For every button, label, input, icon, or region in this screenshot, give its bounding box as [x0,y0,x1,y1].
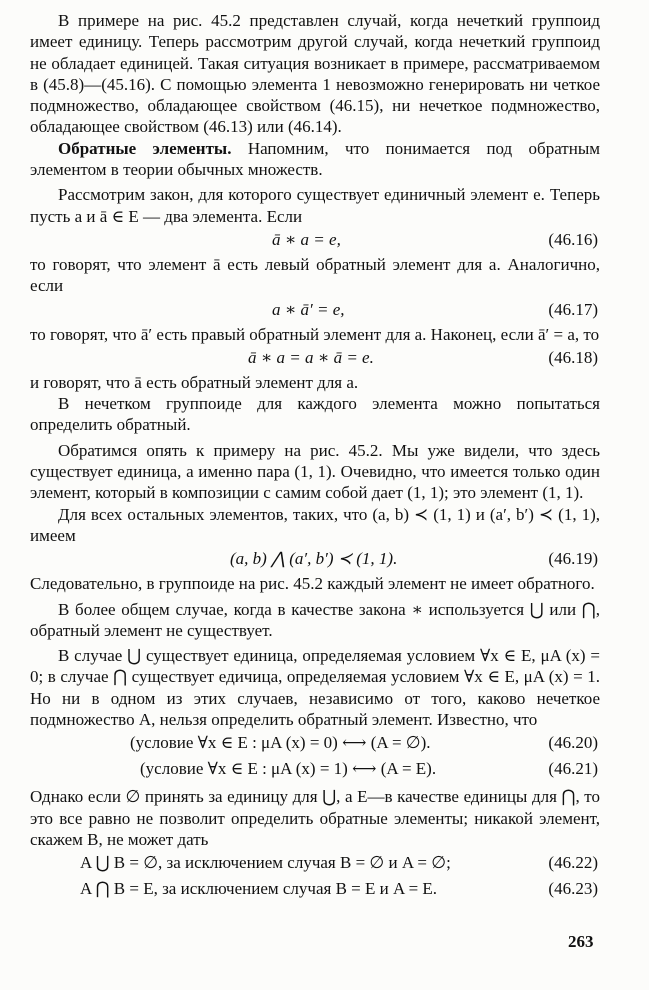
equation-number: (46.21) [548,759,598,779]
equation-expression: (условие ∀x ∈ E : μA (x) = 0) ⟷ (A = ∅). [130,733,431,753]
paragraph-inverse: и говорят, что ā есть обратный элемент для a. [30,372,359,392]
equation-46-22 [30,851,600,876]
page-number: 263 [568,932,594,951]
equation-number: (46.20) [548,733,598,753]
paragraph-left-inverse: то говорят, что элемент ā есть левый обратный элемент для a. Аналогично, если [30,254,600,296]
equation-number: (46.22) [548,853,598,873]
paragraph-inverse-definition [30,138,600,181]
paragraph-however: Однако если ∅ принять за единицу для ⋃, а E—в качестве единицы для ⋂, то это все равно не позволит определить обратные элементы; никакой элемент, скажем B, не может дать [30,787,600,849]
equation-expression: A ⋃ B = ∅, за исключением случая B = ∅ и A = ∅; [80,853,451,873]
equation-46-16 [30,228,600,253]
paragraph-right-inverse: то говорят, что ā′ есть правый обратный элемент для a. Наконец, если ā′ = a, то [30,324,600,344]
equation-expression: ā ∗ a = e, [272,229,341,249]
paragraph-union-intersection: В случае ⋃ существует единица, определяемая условием ∀x ∈ E, μA (x) = 0; в случае ⋂ существует едичица, определяемая условием ∀x ∈ E, μA (x) = 1. Но ни в одном из этих случаев, независимо от того, каково нечеткое подмножество A, нельзя определить обратный элемент. Известно, что [30,646,600,730]
equation-46-21 [30,757,600,782]
paragraph-text: Напомним, что понимается под обратным элементом в теории обычных множеств. [30,138,601,180]
equation-expression: (a, b) ⋀ (a′, b′) ≺ (1, 1). [230,549,398,569]
equation-number: (46.19) [548,549,598,569]
equation-number: (46.23) [548,879,598,899]
equation-expression: ā ∗ a = a ∗ ā = e. [248,347,374,367]
page-text [30,10,600,903]
equation-46-23 [30,877,600,902]
equation-46-18 [30,346,600,371]
paragraph-intro: В примере на рис. 45.2 представлен случай, когда нечеткий группоид имеет единицу. Теперь рассмотрим другой случай, когда нечеткий группоид не обладает единицей. Такая ситуация возникает в примере, рассматриваемом в (45.8)—(45.16). С помощью элемента 1 невозможно генерировать ни четкое подмножество, обладающее свойством (46.15), ни нечеткое подмножество, обладающее свойством (46.13) или (46.14). [30,11,600,137]
paragraph-consequence: Следовательно, в группоиде на рис. 45.2 каждый элемент не имеет обратного. [30,574,595,594]
equation-46-20 [30,731,600,756]
paragraph-fuzzy-groupoid: В нечетком группоиде для каждого элемента можно попытаться определить обратный. [30,394,600,435]
equation-46-19 [30,547,600,572]
equation-number: (46.18) [548,347,598,367]
equation-number: (46.16) [548,229,598,249]
paragraph-law: Рассмотрим закон, для которого существует единичный элемент e. Теперь пусть a и ā ∈ E — два элемента. Если [30,185,600,226]
paragraph-general-case: В более общем случае, когда в качестве закона ∗ используется ⋃ или ⋂, обратный элемент не существует. [30,599,600,640]
equation-expression: (условие ∀x ∈ E : μA (x) = 1) ⟷ (A = E). [140,759,437,779]
equation-46-17 [30,298,600,323]
paragraph-example: Обратимся опять к примеру на рис. 45.2. Мы уже видели, что здесь существует единица, а именно пара (1, 1). Очевидно, что имеется только один элемент, который в композиции с самим собой дает (1, 1); это элемент (1, 1). [30,440,600,503]
equation-expression: A ⋂ B = E, за исключением случая B = E и A = E. [80,879,438,899]
section-heading: Обратные элементы. [58,138,232,158]
equation-expression: a ∗ ā′ = e, [272,299,345,319]
equation-number: (46.17) [548,299,598,319]
paragraph-other-elements: Для всех остальных элементов, таких, что (a, b) ≺ (1, 1) и (a′, b′) ≺ (1, 1), имеем [30,504,600,545]
